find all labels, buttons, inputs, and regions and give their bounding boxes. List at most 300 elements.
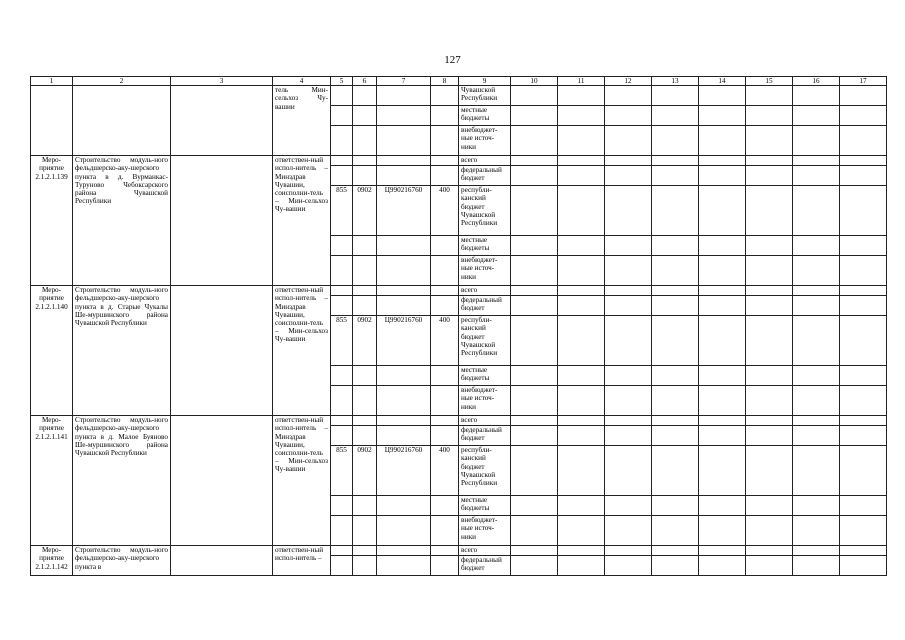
rzpr-cell: 0902 [353, 316, 377, 366]
value-cell [652, 426, 699, 446]
funding-source-cell: местные бюджеты [459, 496, 511, 516]
value-cell [605, 286, 652, 296]
value-cell [746, 106, 793, 126]
value-cell [652, 86, 699, 106]
executor-cell: ответствен-ный испол-нитель – Минздрав Чувашии, соисполни-тель – Мин-сельхоз Чу-вашии [273, 416, 331, 546]
value-cell [840, 106, 887, 126]
value-cell [746, 86, 793, 106]
target-cell [171, 156, 273, 286]
vr-cell [431, 236, 459, 256]
value-cell [793, 556, 840, 576]
rzpr-cell [353, 236, 377, 256]
funding-source-cell: местные бюджеты [459, 236, 511, 256]
header-cell: 7 [377, 77, 431, 86]
grbs-cell [331, 296, 353, 316]
value-cell [558, 416, 605, 426]
value-cell [746, 256, 793, 286]
csr-cell [377, 286, 431, 296]
vr-cell [431, 426, 459, 446]
value-cell [746, 386, 793, 416]
value-cell [558, 386, 605, 416]
grbs-cell [331, 126, 353, 156]
value-cell [652, 386, 699, 416]
csr-cell [377, 236, 431, 256]
value-cell [605, 426, 652, 446]
value-cell [699, 546, 746, 556]
value-cell [840, 426, 887, 446]
header-cell: 2 [73, 77, 171, 86]
value-cell [605, 496, 652, 516]
value-cell [793, 126, 840, 156]
value-cell [511, 86, 558, 106]
value-cell [605, 166, 652, 186]
value-cell [840, 416, 887, 426]
vr-cell: 400 [431, 186, 459, 236]
csr-cell [377, 86, 431, 106]
value-cell [699, 556, 746, 576]
measure-name-cell: Строительство модуль-ного фельдшерско-аку-шерского пункта в д. Вурманкас-Туруново Чебоксарского района Чувашской Республики [73, 156, 171, 286]
value-cell [699, 236, 746, 256]
value-cell [793, 106, 840, 126]
value-cell [652, 156, 699, 166]
rzpr-cell [353, 426, 377, 446]
executor-cell: тель Мин-сельхоз Чу-вашии [273, 86, 331, 156]
value-cell [840, 126, 887, 156]
vr-cell: 400 [431, 446, 459, 496]
value-cell [793, 386, 840, 416]
value-cell [558, 496, 605, 516]
value-cell [605, 446, 652, 496]
funding-source-cell: федеральный бюджет [459, 426, 511, 446]
value-cell [793, 416, 840, 426]
measure-number-cell: Меро-приятие 2.1.2.1.141 [31, 416, 73, 546]
value-cell [840, 86, 887, 106]
value-cell [699, 256, 746, 286]
funding-source-cell: Чувашской Республики [459, 86, 511, 106]
header-cell: 13 [652, 77, 699, 86]
value-cell [840, 286, 887, 296]
value-cell [652, 366, 699, 386]
value-cell [652, 126, 699, 156]
value-cell [511, 516, 558, 546]
value-cell [652, 106, 699, 126]
measure-name-cell: Строительство модуль-ного фельдшерско-аку-шерского пункта в [73, 546, 171, 576]
vr-cell [431, 366, 459, 386]
csr-cell [377, 426, 431, 446]
grbs-cell: 855 [331, 446, 353, 496]
funding-source-cell: всего [459, 416, 511, 426]
value-cell [840, 386, 887, 416]
vr-cell: 400 [431, 316, 459, 366]
value-cell [793, 236, 840, 256]
header-cell: 4 [273, 77, 331, 86]
rzpr-cell [353, 126, 377, 156]
value-cell [652, 556, 699, 576]
value-cell [605, 256, 652, 286]
value-cell [558, 516, 605, 546]
csr-cell: Ц990216760 [377, 446, 431, 496]
rzpr-cell [353, 516, 377, 546]
value-cell [699, 386, 746, 416]
value-cell [699, 186, 746, 236]
value-cell [840, 516, 887, 546]
value-cell [746, 296, 793, 316]
header-cell: 15 [746, 77, 793, 86]
value-cell [558, 366, 605, 386]
value-cell [840, 446, 887, 496]
value-cell [558, 86, 605, 106]
vr-cell [431, 496, 459, 516]
value-cell [511, 316, 558, 366]
funding-source-cell: республи-канский бюджет Чувашской Республики [459, 186, 511, 236]
csr-cell [377, 106, 431, 126]
value-cell [793, 496, 840, 516]
vr-cell [431, 86, 459, 106]
value-cell [746, 156, 793, 166]
value-cell [793, 286, 840, 296]
value-cell [746, 166, 793, 186]
rzpr-cell [353, 546, 377, 556]
value-cell [558, 556, 605, 576]
header-cell: 8 [431, 77, 459, 86]
header-cell: 17 [840, 77, 887, 86]
value-cell [840, 166, 887, 186]
csr-cell [377, 296, 431, 316]
vr-cell [431, 416, 459, 426]
value-cell [699, 496, 746, 516]
value-cell [793, 256, 840, 286]
value-cell [699, 446, 746, 496]
value-cell [746, 366, 793, 386]
grbs-cell [331, 256, 353, 286]
value-cell [511, 126, 558, 156]
rzpr-cell [353, 86, 377, 106]
header-cell: 11 [558, 77, 605, 86]
value-cell [840, 546, 887, 556]
value-cell [511, 496, 558, 516]
value-cell [840, 366, 887, 386]
value-cell [511, 186, 558, 236]
rzpr-cell [353, 496, 377, 516]
rzpr-cell [353, 296, 377, 316]
value-cell [793, 156, 840, 166]
csr-cell [377, 516, 431, 546]
vr-cell [431, 166, 459, 186]
vr-cell [431, 556, 459, 576]
funding-source-cell: всего [459, 286, 511, 296]
target-cell [171, 286, 273, 416]
value-cell [558, 426, 605, 446]
value-cell [746, 126, 793, 156]
csr-cell [377, 416, 431, 426]
value-cell [558, 286, 605, 296]
target-cell [171, 416, 273, 546]
value-cell [746, 286, 793, 296]
grbs-cell [331, 516, 353, 546]
header-cell: 10 [511, 77, 558, 86]
value-cell [699, 126, 746, 156]
grbs-cell [331, 556, 353, 576]
value-cell [558, 256, 605, 286]
grbs-cell [331, 286, 353, 296]
value-cell [840, 556, 887, 576]
value-cell [652, 236, 699, 256]
value-cell [840, 256, 887, 286]
vr-cell [431, 286, 459, 296]
funding-source-cell: федеральный бюджет [459, 166, 511, 186]
value-cell [746, 236, 793, 256]
funding-source-cell: внебюджет-ные источ-ники [459, 256, 511, 286]
page-number: 127 [444, 54, 461, 66]
executor-cell: ответствен-ный испол-нитель – Минздрав Чувашии, соисполни-тель – Мин-сельхоз Чу-вашии [273, 286, 331, 416]
value-cell [699, 516, 746, 546]
funding-source-cell: внебюджет-ные источ-ники [459, 516, 511, 546]
value-cell [840, 496, 887, 516]
measure-number-cell [31, 86, 73, 156]
rzpr-cell [353, 386, 377, 416]
value-cell [511, 366, 558, 386]
value-cell [558, 166, 605, 186]
value-cell [652, 446, 699, 496]
value-cell [652, 286, 699, 296]
value-cell [605, 106, 652, 126]
grbs-cell [331, 166, 353, 186]
table-row [31, 286, 887, 296]
value-cell [558, 106, 605, 126]
rzpr-cell [353, 286, 377, 296]
vr-cell [431, 126, 459, 156]
value-cell [605, 416, 652, 426]
value-cell [699, 426, 746, 446]
vr-cell [431, 156, 459, 166]
value-cell [652, 516, 699, 546]
header-row [31, 77, 887, 86]
value-cell [605, 186, 652, 236]
grbs-cell [331, 156, 353, 166]
value-cell [793, 186, 840, 236]
table-row [31, 416, 887, 426]
value-cell [511, 236, 558, 256]
value-cell [652, 256, 699, 286]
value-cell [793, 366, 840, 386]
value-cell [746, 416, 793, 426]
grbs-cell [331, 386, 353, 416]
value-cell [793, 446, 840, 496]
header-cell: 6 [353, 77, 377, 86]
value-cell [840, 156, 887, 166]
value-cell [699, 86, 746, 106]
rzpr-cell: 0902 [353, 186, 377, 236]
rzpr-cell [353, 156, 377, 166]
funding-source-cell: республи-канский бюджет Чувашской Республики [459, 446, 511, 496]
grbs-cell [331, 106, 353, 126]
value-cell [699, 106, 746, 126]
grbs-cell: 855 [331, 186, 353, 236]
value-cell [605, 126, 652, 156]
value-cell [793, 316, 840, 366]
value-cell [652, 496, 699, 516]
value-cell [840, 186, 887, 236]
value-cell [793, 516, 840, 546]
funding-source-cell: местные бюджеты [459, 366, 511, 386]
value-cell [558, 126, 605, 156]
grbs-cell: 855 [331, 316, 353, 366]
value-cell [793, 546, 840, 556]
value-cell [746, 496, 793, 516]
csr-cell [377, 496, 431, 516]
vr-cell [431, 256, 459, 286]
rzpr-cell [353, 106, 377, 126]
vr-cell [431, 516, 459, 546]
value-cell [511, 556, 558, 576]
value-cell [511, 296, 558, 316]
measure-name-cell: Строительство модуль-ного фельдшерско-аку-шерского пункта в д. Старые Чукалы Ше-муршинского района Чувашской Республики [73, 286, 171, 416]
funding-source-cell: всего [459, 156, 511, 166]
value-cell [605, 366, 652, 386]
funding-source-cell: федеральный бюджет [459, 296, 511, 316]
value-cell [840, 296, 887, 316]
value-cell [652, 296, 699, 316]
header-cell: 5 [331, 77, 353, 86]
csr-cell [377, 156, 431, 166]
value-cell [840, 236, 887, 256]
value-cell [840, 316, 887, 366]
rzpr-cell: 0902 [353, 446, 377, 496]
value-cell [605, 386, 652, 416]
value-cell [605, 516, 652, 546]
measure-name-cell: Строительство модуль-ного фельдшерско-аку-шерского пункта в д. Малое Буяново Ше-муршинского района Чувашской Республики [73, 416, 171, 546]
grbs-cell [331, 86, 353, 106]
header-cell: 3 [171, 77, 273, 86]
value-cell [793, 296, 840, 316]
funding-source-cell: республи-канский бюджет Чувашской Республики [459, 316, 511, 366]
value-cell [652, 166, 699, 186]
value-cell [558, 156, 605, 166]
value-cell [605, 236, 652, 256]
executor-cell: ответствен-ный испол-нитель – [273, 546, 331, 576]
rzpr-cell [353, 256, 377, 286]
vr-cell [431, 386, 459, 416]
value-cell [793, 426, 840, 446]
csr-cell [377, 386, 431, 416]
measure-number-cell: Меро-приятие 2.1.2.1.142 [31, 546, 73, 576]
value-cell [511, 416, 558, 426]
csr-cell [377, 556, 431, 576]
rzpr-cell [353, 556, 377, 576]
value-cell [699, 286, 746, 296]
funding-source-cell: внебюджет-ные источ-ники [459, 126, 511, 156]
table-row [31, 546, 887, 556]
value-cell [558, 296, 605, 316]
table-row [31, 156, 887, 166]
value-cell [652, 546, 699, 556]
value-cell [511, 106, 558, 126]
header-cell: 12 [605, 77, 652, 86]
value-cell [511, 386, 558, 416]
value-cell [652, 416, 699, 426]
grbs-cell [331, 496, 353, 516]
csr-cell [377, 126, 431, 156]
csr-cell [377, 546, 431, 556]
value-cell [511, 286, 558, 296]
header-cell: 1 [31, 77, 73, 86]
value-cell [746, 316, 793, 366]
measure-name-cell [73, 86, 171, 156]
grbs-cell [331, 236, 353, 256]
grbs-cell [331, 366, 353, 386]
funding-source-cell: внебюджет-ные источ-ники [459, 386, 511, 416]
funding-source-cell: федеральный бюджет [459, 556, 511, 576]
program-table [30, 76, 887, 576]
measure-number-cell: Меро-приятие 2.1.2.1.140 [31, 286, 73, 416]
value-cell [511, 156, 558, 166]
value-cell [793, 86, 840, 106]
value-cell [605, 296, 652, 316]
value-cell [605, 316, 652, 366]
table-row [31, 86, 887, 106]
value-cell [746, 546, 793, 556]
csr-cell: Ц990216760 [377, 186, 431, 236]
target-cell [171, 86, 273, 156]
measure-number-cell: Меро-приятие 2.1.2.1.139 [31, 156, 73, 286]
header-cell: 14 [699, 77, 746, 86]
target-cell [171, 546, 273, 576]
value-cell [746, 426, 793, 446]
value-cell [511, 446, 558, 496]
grbs-cell [331, 426, 353, 446]
header-cell: 16 [793, 77, 840, 86]
vr-cell [431, 106, 459, 126]
value-cell [699, 166, 746, 186]
value-cell [511, 546, 558, 556]
value-cell [511, 166, 558, 186]
value-cell [605, 556, 652, 576]
value-cell [746, 446, 793, 496]
value-cell [558, 186, 605, 236]
value-cell [699, 296, 746, 316]
grbs-cell [331, 546, 353, 556]
vr-cell [431, 296, 459, 316]
funding-source-cell: всего [459, 546, 511, 556]
value-cell [511, 426, 558, 446]
rzpr-cell [353, 416, 377, 426]
csr-cell [377, 256, 431, 286]
rzpr-cell [353, 366, 377, 386]
value-cell [699, 316, 746, 366]
value-cell [558, 236, 605, 256]
header-cell: 9 [459, 77, 511, 86]
value-cell [558, 446, 605, 496]
executor-cell: ответствен-ный испол-нитель – Минздрав Чувашии, соисполни-тель – Мин-сельхоз Чу-вашии [273, 156, 331, 286]
value-cell [558, 316, 605, 366]
value-cell [558, 546, 605, 556]
funding-source-cell: местные бюджеты [459, 106, 511, 126]
value-cell [746, 186, 793, 236]
value-cell [652, 316, 699, 366]
rzpr-cell [353, 166, 377, 186]
csr-cell: Ц990216760 [377, 316, 431, 366]
value-cell [605, 546, 652, 556]
value-cell [605, 86, 652, 106]
value-cell [652, 186, 699, 236]
vr-cell [431, 546, 459, 556]
value-cell [699, 156, 746, 166]
value-cell [746, 556, 793, 576]
csr-cell [377, 366, 431, 386]
value-cell [746, 516, 793, 546]
value-cell [699, 416, 746, 426]
value-cell [699, 366, 746, 386]
